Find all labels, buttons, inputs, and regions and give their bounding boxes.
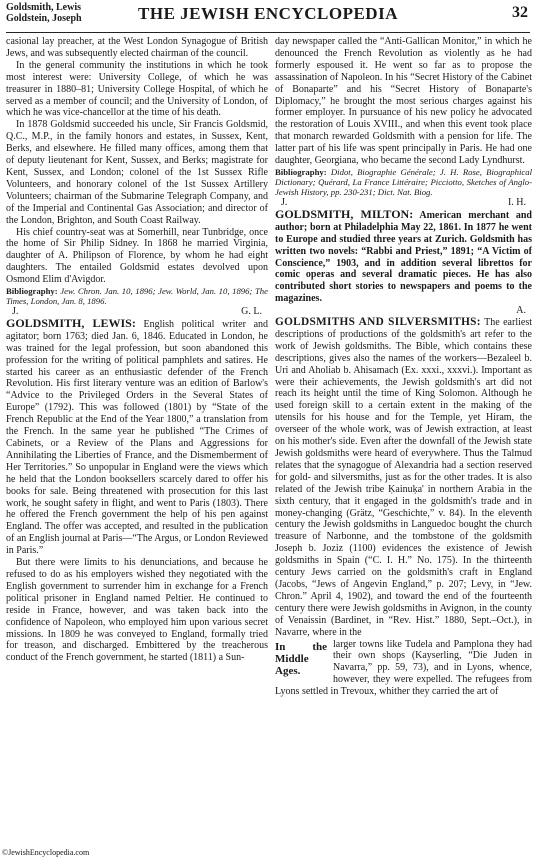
signature-right: G. L. <box>241 306 262 318</box>
paragraph: In 1878 Goldsmid succeeded his uncle, Sir Francis Goldsmid, Q.C., M.P., in the family honors and estates, in Sussex, Kent, Berks, and elsewhere. He filled many offices, among them that of deputy lieutenant for Kent, Sussex, and Berks; magistrate for Kent, Sussex, and London; colonel of the 1st Sussex Rifle Volunteers, and honorary colonel of the 1st Sussex Artillery Volunteers; chairman of the Submarine Telegraph Company, and of the Imperial and Continental Gas Association; and director of the London, Brighton, and South Coast Railway. <box>6 119 268 226</box>
signature-right: A. <box>516 305 526 317</box>
left-column <box>6 36 268 846</box>
entry-goldsmith-lewis <box>6 315 268 557</box>
paragraph: In the general community the institutions in which he took most interest were: University College, of which he was treasurer in 1880–81; University College Hospital, of which he served as a member of council; and the University of London, of which he was vice-chancellor at the time of his death. <box>6 59 268 119</box>
page-number: 32 <box>512 4 528 21</box>
signature-left: J. <box>12 306 19 318</box>
entry-heading: GOLDSMITHS AND SILVERSMITHS: <box>275 316 481 329</box>
bibliography-label: Bibliography: <box>275 166 327 177</box>
running-head-last-entry: Goldstein, Joseph <box>6 13 82 24</box>
entry-text: English political writer and agitator; born 1763; died Jan. 6, 1846. Educated in London, he was trained for the legal profession, but soon abandoned this profession for the writing of political pamphlets and satires. He started his career as an enthusiastic defender of the French Revolution. His first literary venture was an edition of Barlow's “Advice to the Privileged Orders in the Several States of Europe” (1792). This was followed (1801) by “State of the French Republic at the End of the Year 1800,” a translation from the French. In the same year he published “The Crimes of Cabinets, or a Review of the Plans and Aggressions for Annihilating the Liberties of France, and the Dismemberment of Her Territories.” So unpopular in England were the views which he held that the London booksellers scarcely dared to offer his books for sale. Being threatened with prosecution for this last work, he sought safety in flight, and went to Paris (1803). There he offered the French government the help of his pen against England. The offer was accepted, and resulted in the publication of an English journal at Paris—“The Argus, or London Reviewed in Paris.” <box>6 318 268 557</box>
entry-text: American merchant and author; born at Philadelphia May 22, 1861. In 1877 he went to Europe and studied three years at Zurich. Goldsmith has written two novels: “Rabbi and Priest,” 1891; “A Victim of Conscience,” 1903, and in addition several librettos for comic operas and several dramatic pieces. He has also contributed short stories to newspapers and poems to the magazines. <box>275 209 532 305</box>
bibliography <box>275 167 532 197</box>
watermark: ©JewishEncyclopedia.com <box>2 848 90 857</box>
bibliography-text: Didot, Biographie Générale; J. H. Rose, Biographical Dictionary; Quérard, La France Littéraire; Picciotto, Sketches of Anglo-Jewish History, pp. 230-231; Dict. Nat. Biog. <box>275 166 532 197</box>
signature-left: J. <box>281 196 288 208</box>
right-column <box>275 36 532 846</box>
paragraph: day newspaper called the “Anti-Gallican Monitor,” in which he denounced the French Revolution as violently as he had formerly espoused it. He went so far as to propose the assassination of Napoleon. In his “Secret History of the Cabinet of Bonaparte” and his “Secret History of Bonaparte's Diplomacy,” he brought the most serious charges against his former employer. In pursuance of his new policy he advocated the restoration of Louis XVIII., and when this event took place that monarch rewarded Goldsmith with a pension for life. The latter part of his life was spent principally in Paris. He had one daughter, Georgiana, who became the second Lady Lyndhurst. <box>275 36 532 167</box>
bibliography-text: Jew. Chron. Jan. 10, 1896; Jew. World, Jan. 10, 1896; The Times, London, Jan. 8, 1896. <box>6 286 268 307</box>
entry-text: The earliest descriptions of productions of the goldsmith's art refer to the work of Jewish goldsmiths. The Bible, which contains these descriptions, gives also the names of the workers—Bezaleel b. Uri and Aholiab b. Ahisamach (Ex. xxxi., xxxvi.). Important as were their achievements, the Jewish goldsmith's art did not reach its height until the time of King Solomon. Although he used foreign skill to a certain extent in the making of the utensils for his house and for the Temple, yet Hiram, the overseer of the whole work, was of Jewish extraction, at least on his mother's side. Even after the downfall of the Jewish state Jewish goldsmiths were heard of everywhere. Thus the Talmud relates that the synagogue of Alexandria had a section reserved for gold- and silversmiths, just as for the other trades. It is also related of the Jewish tribe Ḳainuḳa' in northern Arabia in the sixth century, that it engaged in the goldsmith's trade and in money-changing (Grätz, “Geschichte,” v. 84). In the eleventh century the Jewish goldsmiths in Languedoc bought the church treasure of Narbonne, and the tombstone of the goldsmith Joseph b. Joziz (1100) evidences the existence of Jewish goldsmiths in Spain (“C. I. H.” No. 175). In the thirteenth century Jews carried on the goldsmith's craft in England (Jacobs, “Jews of Angevin England,” p. 207; Levy, in “Jew. Chron.” April 4, 1902), and toward the end of the fourteenth century there were Jewish goldsmiths in Avignon, in the county of Venaissin (Bardinet, in “Rev. Hist.” 1880, Sept.–Oct.), in Navarre, where in the <box>275 317 532 638</box>
entry-text: larger towns like Tudela and Pamplona they had their own shops (Kayserling, “Die Juden in Navarra,” pp. 59, 73), and in Lyons, whence, however, they were expelled. The refugees from Lyons settled in Trevoux, whither they carried the art of <box>275 638 532 698</box>
entry-heading: GOLDSMITH, LEWIS: <box>6 315 136 330</box>
paragraph: His chief country-seat was at Somerhill, near Tunbridge, once the home of Sir Philip Sidney. In 1868 he married Virginia, daughter of A. Philipson of Florence, by whom he had eight daughters. The entailed Goldsmid estates devolved upon Osmond Elim d'Avigdor. <box>6 226 268 286</box>
paragraph: casional lay preacher, at the West London Synagogue of British Jews, and was subsequently elected chairman of the council. <box>6 36 268 59</box>
bibliography-label: Bibliography: <box>6 286 58 297</box>
paragraph: But there were limits to his denunciations, and because he refused to do as his employers wished they negotiated with the English government to surrender him in exchange for a French political prisoner in England named Peltier. He continued to reside in France, however, and was taken back into the confidence of Napoleon, who employed him upon various secret missions. In 1809 he was conveyed to England, formally tried for treason, and discharged. Embittered by the treacherous conduct of the French government, he started (1811) a Sun- <box>6 557 268 664</box>
paragraph-with-sidenote <box>275 639 532 699</box>
entry-goldsmith-milton <box>275 206 532 305</box>
entry-heading: GOLDSMITH, MILTON: <box>275 206 414 221</box>
signature-right: I. H. <box>507 196 526 208</box>
entry-goldsmiths-silversmiths <box>275 317 532 638</box>
bibliography <box>6 286 268 306</box>
page-header <box>6 2 530 33</box>
running-head-first-entry: Goldsmith, Lewis <box>6 2 82 13</box>
journal-title: THE JEWISH ENCYCLOPEDIA <box>138 4 398 23</box>
margin-sidenote: In the Middle Ages. <box>275 640 327 677</box>
